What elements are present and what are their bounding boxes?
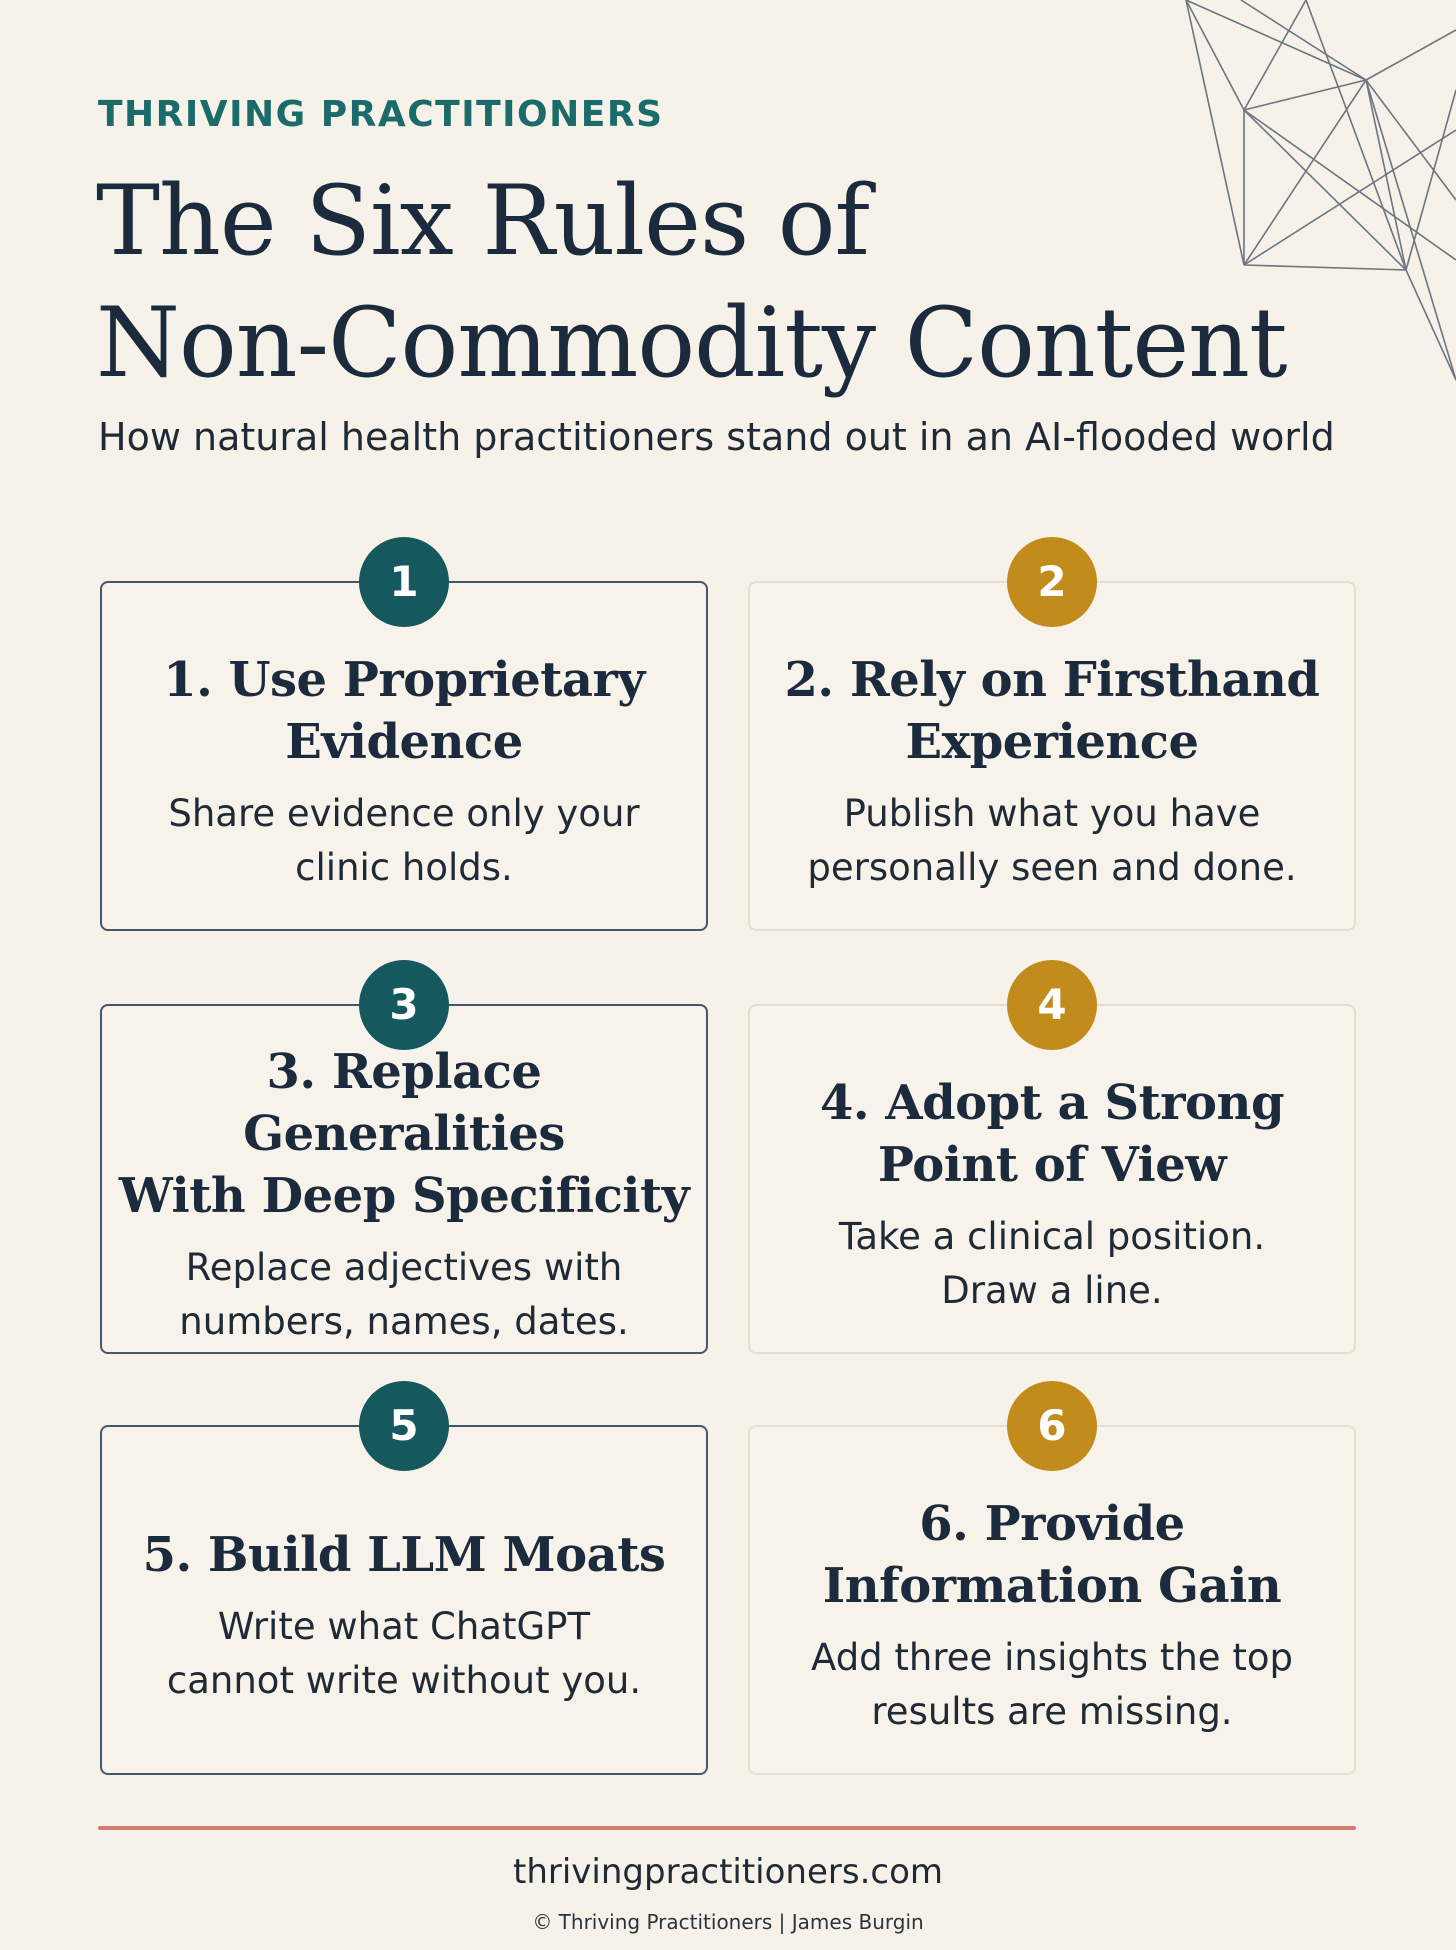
rule-title — [820, 1072, 1284, 1196]
rule-description-line-2: clinic holds. — [295, 846, 513, 889]
rule-title — [163, 649, 644, 773]
rule-description-line-2: Draw a line. — [941, 1269, 1163, 1312]
rule-card-body — [762, 629, 1342, 915]
rule-description-line-2: numbers, names, dates. — [179, 1300, 629, 1343]
rule-number-badge: 6 — [1007, 1381, 1097, 1471]
rule-title-line-2: Evidence — [285, 714, 523, 770]
rule-title — [143, 1524, 666, 1586]
rule-card-body — [762, 1473, 1342, 1759]
page-title-line-1: The Six Rules of — [96, 165, 870, 277]
page-title — [96, 160, 1356, 404]
rule-description-line-2: personally seen and done. — [807, 846, 1297, 889]
rule-title — [785, 649, 1320, 773]
rule-card-body — [114, 629, 694, 915]
page-title-line-2: Non-Commodity Content — [96, 287, 1287, 399]
rule-card-body — [114, 1044, 694, 1343]
rule-number-badge: 4 — [1007, 960, 1097, 1050]
rule-title — [823, 1493, 1281, 1617]
rule-card-body — [762, 1052, 1342, 1338]
rule-description-line-1: Share evidence only your — [168, 792, 640, 835]
rule-title-line-1: 6. Provide — [919, 1496, 1185, 1552]
rule-card-body — [114, 1473, 694, 1759]
rule-description-line-1: Publish what you have — [843, 792, 1261, 835]
rule-card-4 — [748, 980, 1356, 1354]
rule-card-2 — [748, 557, 1356, 931]
rule-number-badge: 3 — [359, 960, 449, 1050]
rule-title — [114, 1041, 694, 1227]
rule-number-badge: 5 — [359, 1381, 449, 1471]
rule-title-line-2: Point of View — [877, 1137, 1227, 1193]
rule-title-line-1: 5. Build LLM Moats — [142, 1527, 666, 1583]
rule-description — [839, 1210, 1265, 1318]
rule-title-line-2: Information Gain — [822, 1558, 1282, 1614]
rule-card-6 — [748, 1401, 1356, 1775]
rule-title-line-1: 2. Rely on Firsthand — [784, 652, 1320, 708]
brand-label: THRIVING PRACTITIONERS — [98, 94, 664, 135]
rule-title-line-1: 1. Use Proprietary — [163, 652, 645, 708]
rule-description — [179, 1241, 628, 1349]
rule-number-badge: 2 — [1007, 537, 1097, 627]
page-subtitle: How natural health practitioners stand out in an AI-flooded world — [98, 415, 1335, 459]
rule-title-line-2: Experience — [905, 714, 1199, 770]
rule-description-line-1: Take a clinical position. — [838, 1215, 1266, 1258]
website-link[interactable]: thrivingpractitioners.com — [512, 1852, 944, 1892]
rule-description — [807, 787, 1296, 895]
rule-card-3 — [100, 980, 708, 1354]
rule-description — [811, 1631, 1293, 1739]
rule-description-line-2: cannot write without you. — [166, 1659, 642, 1702]
rule-title-line-2: With Deep Specificity — [118, 1168, 690, 1224]
rule-description-line-1: Replace adjectives with — [185, 1246, 623, 1289]
rule-description — [168, 787, 639, 895]
rule-description — [167, 1600, 641, 1708]
rule-title-line-1: 3. Replace Generalities — [243, 1044, 565, 1162]
rule-number-badge: 1 — [359, 537, 449, 627]
rule-card-1 — [100, 557, 708, 931]
copyright-notice: © Thriving Practitioners | James Burgin — [532, 1910, 924, 1934]
rule-description-line-2: results are missing. — [871, 1690, 1233, 1733]
rule-description-line-1: Write what ChatGPT — [217, 1605, 591, 1648]
footer-divider — [98, 1826, 1356, 1830]
rule-description-line-1: Add three insights the top — [811, 1636, 1293, 1679]
rule-card-5 — [100, 1401, 708, 1775]
rule-title-line-1: 4. Adopt a Strong — [820, 1075, 1284, 1131]
